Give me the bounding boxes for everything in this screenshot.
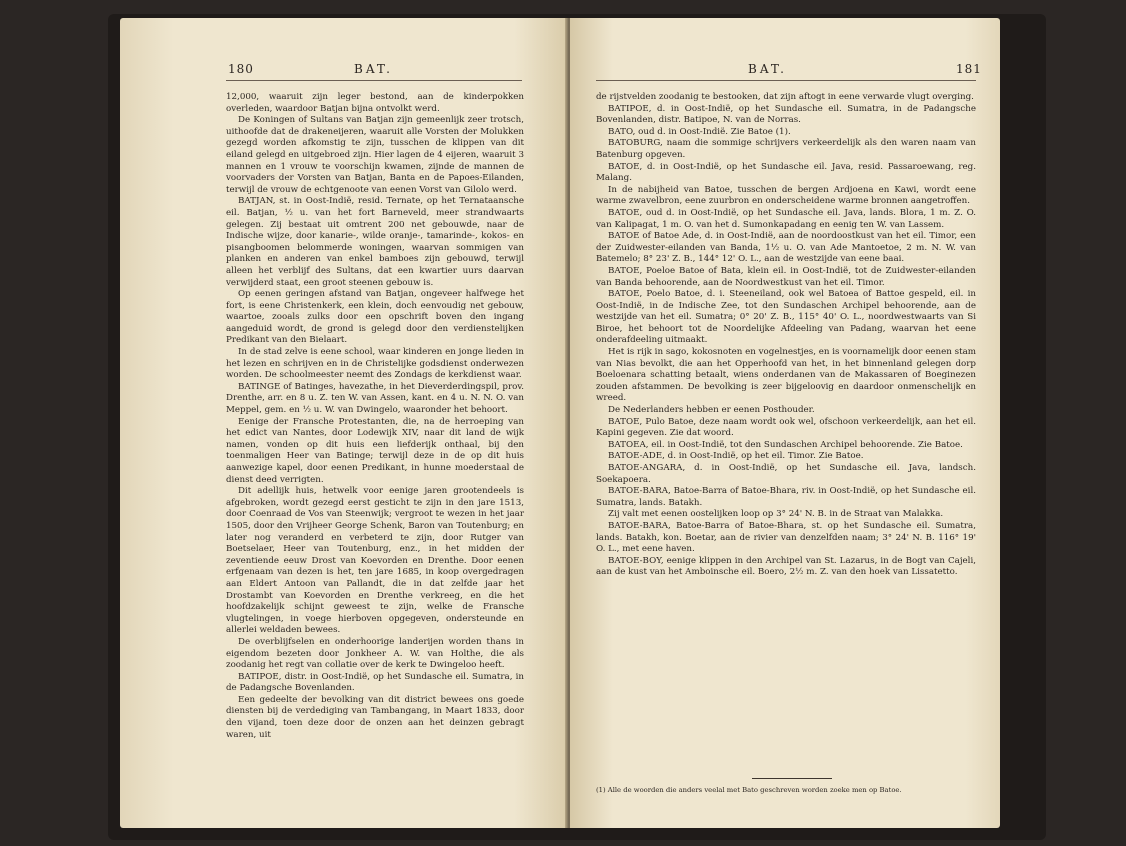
footnote: (1) Alle de woorden die anders veelal met Bato geschreven worden zoeke men op Batoe. <box>596 786 902 794</box>
paragraph: BATOE, Poeloe Batoe of Bata, klein eil. in Oost-Indië, tot de Zuidwester-eilanden van Banda behoorende, aan de Noordwestkust van het eil. Timor. <box>596 265 976 288</box>
paragraph: BATIPOE, d. in Oost-Indië, op het Sundasche eil. Sumatra, in de Padangsche Bovenlanden, distr. Batipoe, N. van de Norras. <box>596 103 976 126</box>
paragraph: BATOE, Pulo Batoe, deze naam wordt ook wel, ofschoon verkeerdelijk, aan het eil. Kapini gegeven. Zie dat woord. <box>596 416 976 439</box>
paragraph: BATOE-ANGARA, d. in Oost-Indië, op het Sundasche eil. Java, landsch. Soekapoera. <box>596 463 976 485</box>
right-text-column <box>596 92 976 579</box>
paragraph: De Nederlanders hebben er eenen Posthouder. <box>608 405 815 416</box>
paragraph: BATOE of Batoe Ade, d. in Oost-Indië, aan de noordoostkust van het eil. Timor, een der Zuidwester-eilanden van Banda, 1½ u. O. van Ade Mantoetoe, 2 m. N. W. van Batemelo; 8° 23' Z. B., 144° 12' O. L., aan de westzijde van eene baai. <box>596 231 976 265</box>
paragraph: BATOE-BARA, Batoe-Barra of Batoe-Bhara, st. op het Sundasche eil. Sumatra, lands. Batakh, kon. Boetar, aan de rivier van denzelfden naam; 3° 24' N. B. 116° 19' O. L., met eene haven. <box>596 520 976 555</box>
right-head-title: BAT. <box>748 62 787 76</box>
left-head-title: BAT. <box>354 62 393 76</box>
left-text-column <box>226 92 524 741</box>
paragraph: Het is rijk in sago, kokosnoten en vogelnestjes, en is voornamelijk door eenen stam van Nias bevolkt, die aan het Opperhoofd van het, in het binnenland gelegen dorp Boeloenara schatting betaalt, wiens onderdanen van de Makassaren of Boeginezen zouden afstammen. De bevolking is zeer bijgeloovig en daardoor onmenschelijk en wreed. <box>596 347 976 404</box>
paragraph: Een gedeelte der bevolking van dit district bewees ons goede diensten bij de verdediging van Tambangang, in Maart 1833, door den vijand, toen deze door de onzen aan het deinzen gebragt waren, uit <box>226 694 524 740</box>
footnote-rule <box>752 778 832 779</box>
paragraph: BATOE, d. in Oost-Indië, op het Sundasche eil. Java, resid. Passaroewang, reg. Malang. <box>596 161 976 184</box>
paragraph: De Koningen of Sultans van Batjan zijn gemeenlijk zeer trotsch, uithoofde dat de drakeneijeren, waaruit alle Vorsten der Molukken gezegd worden afkomstig te zijn, tusschen de klippen van dit eiland gelegd en uitgebroed zijn. Hier lagen de 4 eijeren, waaruit 3 mannen en 1 vrouw te voorschijn kwamen, zijnde de mannen de voorvaders der Vorsten van Batjan, Banta en de Papoes-Eilanden, terwijl de vrouw de echtgenoote van eenen Vorst van Gilolo werd. <box>226 115 524 195</box>
paragraph: BATOE, Poelo Batoe, d. i. Steeneiland, ook wel Batoea of Battoe gespeld, eil. in Oost-Indië, in de Indische Zee, tot den Sundaschen Archipel behoorende, aan de westzijde van het eil. Sumatra; 0° 20' Z. B., 115° 40' O. L., noordwestwaarts van Si Biroe, het behoort tot de Noordelijke Afdeeling van Padang, waarvan het eene onderafdeeling uitmaakt. <box>596 289 976 346</box>
paragraph: de rijstvelden zoodanig te bestooken, dat zijn aftogt in eene verwarde vlugt overging. <box>596 92 974 102</box>
left-page-number: 180 <box>228 62 254 76</box>
paragraph: Eenige der Fransche Protestanten, die, na de herroeping van het edict van Nantes, door Lodewijk XIV, naar dit land de wijk namen, vonden op dit huis een liefderijk onthaal, bij den toenmaligen Heer van Batinge; terwijl deze in de op dit huis aanwezige kapel, door eenen Predikant, in hunne moederstaal de dienst deed verrigten. <box>226 416 524 485</box>
paragraph: De overblijfselen en onderhoorige landerijen worden thans in eigendom bezeten door Jonkheer A. W. van Holthe, die als zoodanig het regt van collatie over de kerk te Dwingeloo heeft. <box>226 636 524 671</box>
left-head-rule <box>226 80 522 81</box>
paragraph: BATJAN, st. in Oost-Indië, resid. Ternate, op het Ternataansche eil. Batjan, ½ u. van het fort Barneveld, meer strandwaarts gelegen. Zij bestaat uit omtrent 200 net gebouwde, naar de Indische wijze, door kanarie-, wilde oranje-, tamarinde-, kokos- en pisangboomen belommerde woningen, waarvan sommigen van planken en anderen van enkel bamboes zijn gebouwd, terwijl alleen het verblijf des Sultans, dat een kwartier uurs daarvan verwijderd staat, een groot steenen gebouw is. <box>226 196 524 288</box>
right-head-rule <box>596 80 976 81</box>
paragraph: BATOE, oud d. in Oost-Indië, op het Sundasche eil. Java, lands. Blora, 1 m. Z. O. van Kalipagat, 1 m. O. van het d. Sumonkapadang en eenig ten W. van Lassem. <box>596 207 976 230</box>
paragraph: BATOE-ADE, d. in Oost-Indië, op het eil. Timor. Zie Batoe. <box>608 451 864 462</box>
paragraph: BATOE-BOY, eenige klippen in den Archipel van St. Lazarus, in de Bogt van Cajeli, aan de kust van het Amboinsche eil. Boero, 2½ m. Z. van den hoek van Lissatetto. <box>596 555 976 578</box>
right-page-number: 181 <box>956 62 982 76</box>
paragraph: BATOEA, eil. in Oost-Indië, tot den Sundaschen Archipel behoorende. Zie Batoe. <box>608 439 963 450</box>
paragraph: Dit adellijk huis, hetwelk voor eenige jaren grootendeels is afgebroken, wordt gezegd eerst gesticht te zijn in den jare 1513, door Coenraad de Vos van Steenwijk; vergroot te wezen in het jaar 1505, door den Vrijheer George Schenk, Baron van Toutenburg; en later nog veranderd en verbeterd te zijn, door Rutger van Boetselaer, Heer van Toutenburg, enz., in het midden der zeventiende eeuw Drost van Koevorden en Drenthe. Door eenen erfgenaam van dezen is het, ten jare 1685, in koop overgedragen aan Eldert Antoon van Pallandt, die in dat zelfde jaar het Drostambt van Koevorden en Drenthe verkreeg, en die het hoofdzakelijk schijnt geweest te zijn, welke de Fransche vlugtelingen, in voege hierboven opgegeven, ondersteunde en allerlei weldaden bewees. <box>226 486 524 636</box>
paragraph: BATOBURG, naam die sommige schrijvers verkeerdelijk als den waren naam van Batenburg opgeven. <box>596 138 976 160</box>
paragraph: Zij valt met eenen oostelijken loop op 3° 24' N. B. in de Straat van Malakka. <box>608 509 944 520</box>
paragraph: BATO, oud d. in Oost-Indië. Zie Batoe (1). <box>608 126 791 137</box>
paragraph: BATINGE of Batinges, havezathe, in het Dieverderdingspil, prov. Drenthe, arr. en 8 u. Z. ten W. van Assen, kant. en 4 u. N. N. O. van Meppel, gem. en ½ u. W. van Dwingelo, waaronder het behoort. <box>226 381 524 416</box>
paragraph: BATIPOE, distr. in Oost-Indië, op het Sundasche eil. Sumatra, in de Padangsche Bovenlanden. <box>226 671 524 694</box>
paragraph: BATOE-BARA, Batoe-Barra of Batoe-Bhara, riv. in Oost-Indië, op het Sundasche eil. Sumatra, lands. Batakh. <box>596 486 976 508</box>
paragraph: In de stad zelve is eene school, waar kinderen en jonge lieden in het lezen en schrijven en in de Christelijke godsdienst onderwezen worden. De schoolmeester neemt des Zondags de kerkdienst waar. <box>226 347 524 381</box>
paragraph: 12,000, waaruit zijn leger bestond, aan de kinderpokken overleden, waardoor Batjan bijna ontvolkt werd. <box>226 92 524 114</box>
paragraph: Op eenen geringen afstand van Batjan, ongeveer halfwege het fort, is eene Christenkerk, een klein, doch eenvoudig net gebouw, waartoe, zooals zulks door een opschrift boven den ingang aangeduid wordt, de grond is gelegd door den verdienstelijken Predikant van den Bielaart. <box>226 289 524 346</box>
paragraph: In de nabijheid van Batoe, tusschen de bergen Ardjoena en Kawi, wordt eene warme zwavelbron, eene zuurbron en onderscheidene warme bronnen aangetroffen. <box>596 184 976 207</box>
